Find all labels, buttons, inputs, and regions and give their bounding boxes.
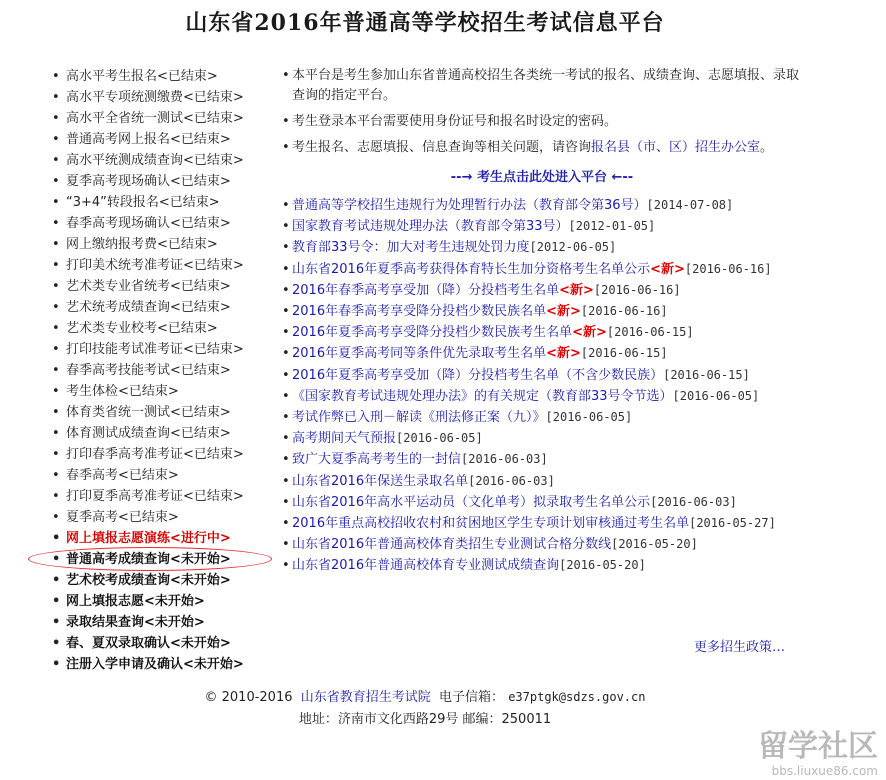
news-item [282,555,802,576]
menu-item[interactable]: • “3+4”转段报名<已结束> [52,192,280,213]
menu-item[interactable]: • 夏季高考现场确认<已结束> [52,171,280,192]
news-item [282,513,802,534]
menu-item[interactable]: • 春季高考技能考试<已结束> [52,360,280,381]
menu-item[interactable]: • 春、夏双录取确认<未开始> [52,633,280,654]
news-date: [2016-06-05] [545,410,633,425]
menu-item[interactable]: • 高水平统测成绩查询<已结束> [52,150,280,171]
email-label: 电子信箱： [439,690,505,705]
news-item [282,428,802,449]
news-title-link[interactable]: 2016年春季高考享受降分投档少数民族名单 [292,304,547,320]
new-badge: <新> [572,325,607,341]
news-title-link[interactable]: 2016年夏季高考同等条件优先录取考生名单 [292,346,547,362]
menu-item[interactable]: • 打印夏季高考准考证<已结束> [52,486,280,507]
menu-item[interactable]: • 体育测试成绩查询<已结束> [52,423,280,444]
news-title-link[interactable]: 2016年春季高考享受加（降）分投档考生名单 [292,282,560,298]
menu-item[interactable]: • 体育类省统一测试<已结束> [52,402,280,423]
menu-item[interactable]: • 打印美术统考准考证<已结束> [52,255,280,276]
menu-item[interactable]: • 艺术类专业校考<已结束> [52,318,280,339]
county-office-link[interactable]: 报名县（市、区）招生办公室 [591,140,761,155]
footer-org-link[interactable]: 山东省教育招生考试院 [300,690,431,705]
news-date: [2016-06-05] [672,388,760,403]
footer-line-1 [0,686,850,709]
news-date: [2016-06-16] [684,261,772,276]
news-item [282,280,802,301]
menu-item[interactable]: • 考生体检<已结束> [52,381,280,402]
news-title-link[interactable]: 2016年重点高校招收农村和贫困地区学生专项计划审核通过考生名单 [292,516,690,532]
enter-platform-link[interactable]: --→ 考生点击此处进入平台 ←-- [450,170,634,185]
menu-item[interactable]: • 高水平专项统测缴费<已结束> [52,87,280,108]
menu-item[interactable]: • 春季高考<已结束> [52,465,280,486]
new-badge: <新> [546,304,581,320]
menu-item[interactable]: • 高水平全省统一测试<已结束> [52,108,280,129]
menu-item[interactable]: • 夏季高考<已结束> [52,507,280,528]
news-item [282,237,802,258]
process-menu [52,66,280,675]
page-title: 山东省2016年普通高等学校招生考试信息平台 [185,10,665,36]
menu-item[interactable]: • 打印春季高考准考证<已结束> [52,444,280,465]
watermark-logo [758,730,878,778]
news-list [282,195,802,577]
news-item [282,534,802,555]
notice-text: 。 [760,140,774,155]
menu-item[interactable]: • 春季高考现场确认<已结束> [52,213,280,234]
news-date: [2016-06-03] [461,452,548,467]
footer-address: 地址：济南市文化西路29号 邮编：250011 [298,712,552,727]
news-item [282,471,802,492]
menu-item[interactable]: • 打印技能考试准考证<已结束> [52,339,280,360]
notice-contact [282,138,802,158]
menu-item[interactable]: • 高水平考生报名<已结束> [52,66,280,87]
news-date: [2016-06-03] [468,473,555,488]
menu-item[interactable]: • 网上填报志愿<未开始> [52,591,280,612]
news-item [282,216,802,237]
menu-item[interactable]: • 网上填报志愿演练<进行中> [52,528,280,549]
notice-text: 本平台是考生参加山东省普通高校招生各类统一考试的报名、成绩查询、志愿填报、录取查询的指定平台。 [292,68,800,103]
news-item [282,407,802,428]
menu-item[interactable]: • 艺术统考成绩查询<已结束> [52,297,280,318]
main-content [282,66,802,577]
news-date: [2016-06-15] [606,325,694,340]
news-item [282,343,802,364]
news-date: [2016-06-03] [650,494,737,509]
copyright: © 2010-2016 [204,690,293,705]
news-title-link[interactable]: 山东省2016年保送生录取名单 [292,473,469,489]
news-title-link[interactable]: 山东省2016年高水平运动员（文化单考）拟录取考生名单公示 [292,494,651,510]
news-title-link[interactable]: 考试作弊已入刑－解读《刑法修正案（九）》 [292,410,546,426]
news-item [282,301,802,322]
menu-item[interactable]: • 普通高考网上报名<已结束> [52,129,280,150]
menu-item[interactable]: • 录取结果查询<未开始> [52,612,280,633]
notice-login [282,112,802,132]
footer [0,686,850,731]
news-title-link[interactable]: 山东省2016年普通高校体育类招生专业测试合格分数线 [292,537,612,553]
watermark-text: 留学社区 [758,729,878,764]
news-date: [2016-06-16] [580,304,668,319]
news-title-link[interactable]: 高考期间天气预报 [292,431,397,447]
news-title-link[interactable]: 2016年夏季高考享受加（降）分投档考生名单（不含少数民族） [292,367,664,383]
news-title-link[interactable]: 2016年夏季高考享受降分投档少数民族考生名单 [292,325,573,341]
news-item [282,449,802,470]
new-badge: <新> [546,346,581,362]
menu-item[interactable]: • 注册入学申请及确认<未开始> [52,654,280,675]
notice-text: 考生报名、志愿填报、信息查询等相关问题，请咨询 [292,140,592,155]
news-title-link[interactable]: 国家教育考试违规处理办法（教育部令第33号） [292,219,569,235]
menu-item[interactable]: • 艺术校考成绩查询<未开始> [52,570,280,591]
menu-item[interactable]: • 艺术类专业省统考<已结束> [52,276,280,297]
news-date: [2014-07-08] [646,198,734,212]
news-title-link[interactable]: 山东省2016年普通高校体育专业测试成绩查询 [292,558,560,574]
news-title-link[interactable]: 致广大夏季高考考生的一封信 [292,452,462,468]
news-date: [2016-05-20] [611,537,698,552]
news-title-link[interactable]: 普通高等学校招生违规行为处理暂行办法（教育部令第36号） [292,198,647,213]
news-item [282,365,802,386]
new-badge: <新> [650,261,685,277]
news-date: [2016-06-16] [593,282,681,297]
news-title-link[interactable]: 山东省2016年夏季高考获得体育特长生加分资格考生名单公示 [292,261,651,277]
news-item [282,322,802,343]
news-item [282,386,802,407]
menu-item[interactable]: • 普通高考成绩查询<未开始> [52,549,280,570]
notice-platform [282,66,802,106]
news-date: [2012-01-05] [568,219,656,234]
news-item [282,195,802,216]
watermark-url: bbs.liuxue86.com [771,764,878,778]
news-date: [2016-06-15] [663,367,750,382]
menu-item[interactable]: • 网上缴纳报考费<已结束> [52,234,280,255]
highlight-circle [28,547,272,571]
news-title-link[interactable]: 《国家教育考试违规处理办法》的有关规定（教育部33号令节选） [292,388,673,404]
email-link[interactable]: e37ptgk@sdzs.gov.cn [508,690,646,704]
notice-text: 考生登录本平台需要使用身份证号和报名时设定的密码。 [292,114,618,129]
news-date: [2016-05-27] [689,516,776,531]
news-item [282,492,802,513]
news-item [282,259,802,280]
news-date: [2016-06-15] [580,346,668,361]
news-date: [2016-06-05] [396,431,483,446]
news-date: [2012-06-05] [529,240,617,255]
news-date: [2016-05-20] [559,558,646,573]
new-badge: <新> [559,282,594,298]
more-policy-link[interactable]: 更多招生政策… [694,640,786,655]
news-title-link[interactable]: 教育部33号令：加大对考生违规处罚力度 [292,240,530,256]
